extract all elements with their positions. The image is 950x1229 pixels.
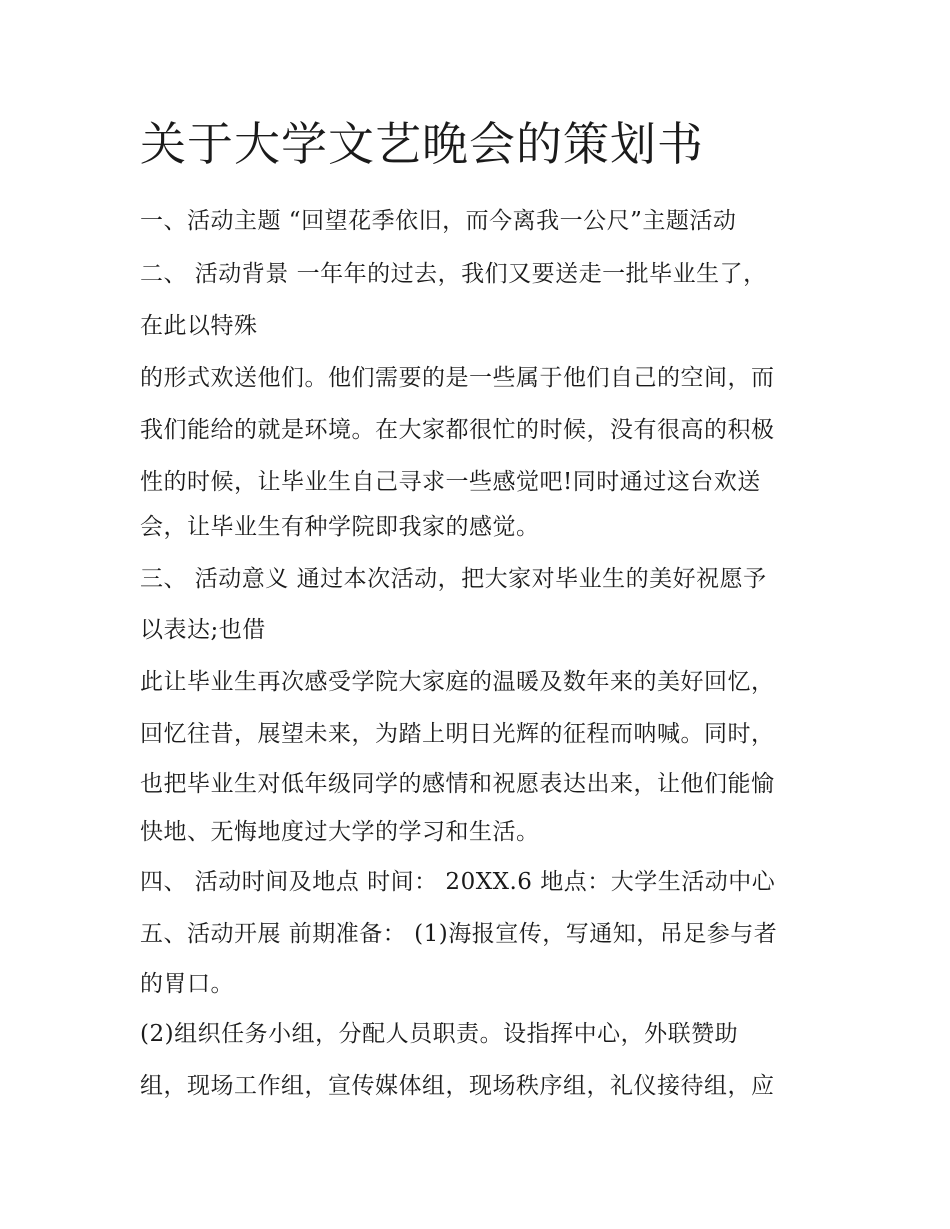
paragraph-line: 二、 活动背景 一年年的过去，我们又要送走一批毕业生了， bbox=[140, 261, 767, 287]
paragraph-line: 回忆往昔，展望未来，为踏上明日光辉的征程而呐喊。同时， bbox=[140, 721, 775, 747]
paragraph-line: 以表达;也借 bbox=[140, 617, 266, 643]
paragraph-line: 四、 活动时间及地点 时间： 20XX.6 地点：大学生活动中心 bbox=[140, 869, 776, 895]
paragraph-line: 会，让毕业生有种学院即我家的感觉。 bbox=[140, 514, 540, 540]
paragraph-line: 的形式欢送他们。他们需要的是一些属于他们自己的空间，而 bbox=[140, 365, 775, 391]
paragraph-line: 也把毕业生对低年级同学的感情和祝愿表达出来，让他们能愉 bbox=[140, 771, 775, 797]
document-title: 关于大学文艺晚会的策划书 bbox=[140, 117, 704, 171]
paragraph-line: (2)组织任务小组，分配人员职责。设指挥中心，外联赞助 bbox=[140, 1021, 739, 1047]
paragraph-line: 的胃口。 bbox=[140, 971, 234, 997]
paragraph-line: 在此以特殊 bbox=[140, 313, 258, 339]
paragraph-line: 此让毕业生再次感受学院大家庭的温暖及数年来的美好回忆， bbox=[140, 669, 775, 695]
paragraph-line: 快地、无悔地度过大学的学习和生活。 bbox=[140, 819, 540, 845]
paragraph-line: 组，现场工作组，宣传媒体组，现场秩序组，礼仪接待组，应 bbox=[140, 1073, 775, 1099]
paragraph-line: 我们能给的就是环境。在大家都很忙的时候，没有很高的积极 bbox=[140, 417, 775, 443]
paragraph-line: 三、 活动意义 通过本次活动，把大家对毕业生的美好祝愿予 bbox=[140, 566, 767, 592]
paragraph-line: 一、活动主题 “回望花季依旧，而今离我一公尺”主题活动 bbox=[140, 208, 737, 234]
paragraph-line: 五、活动开展 前期准备： (1)海报宣传，写通知，吊足参与者 bbox=[140, 921, 778, 947]
paragraph-line: 性的时候，让毕业生自己寻求一些感觉吧!同时通过这台欢送 bbox=[140, 469, 761, 495]
